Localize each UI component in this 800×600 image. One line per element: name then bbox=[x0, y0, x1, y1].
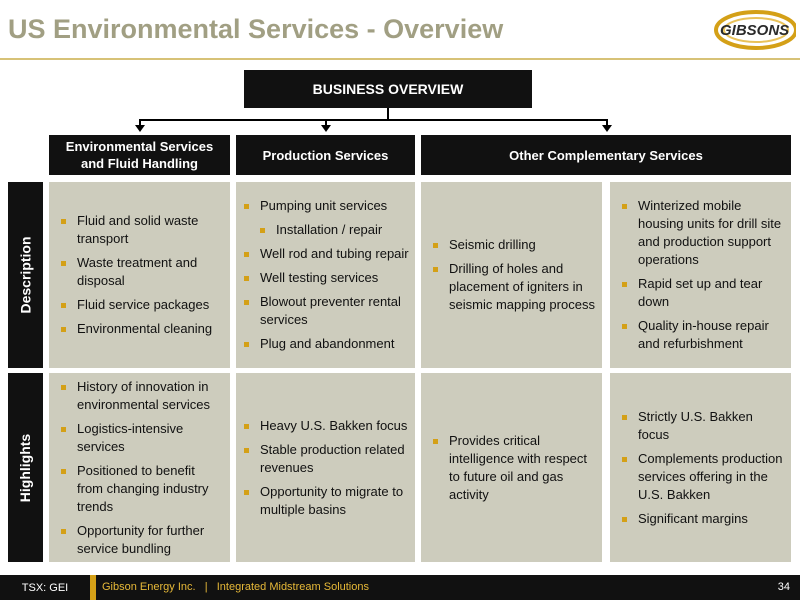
business-overview-label: BUSINESS OVERVIEW bbox=[312, 80, 464, 97]
bullet-list bbox=[49, 212, 230, 338]
bullet-item: Opportunity to migrate to multiple basins bbox=[242, 483, 411, 519]
column-header-production bbox=[236, 135, 415, 175]
description-other-b-cell bbox=[610, 182, 791, 368]
highlights-other-a-cell bbox=[421, 373, 602, 562]
bullet-item: Logistics-intensive services bbox=[59, 420, 224, 456]
highlights-other-b-cell bbox=[610, 373, 791, 562]
bullet-list bbox=[421, 432, 602, 504]
arrow-right-icon bbox=[602, 125, 612, 132]
bullet-item: Pumping unit services bbox=[242, 197, 411, 215]
row-label-text: Highlights bbox=[17, 433, 34, 502]
arrow-middle-icon bbox=[321, 125, 331, 132]
footer-ticker: TSX: GEI bbox=[21, 581, 69, 594]
bullet-item: Fluid service packages bbox=[59, 296, 224, 314]
bullet-item: Positioned to benefit from changing industry trends bbox=[59, 462, 224, 516]
bullet-list bbox=[610, 408, 791, 528]
highlights-environmental-cell bbox=[49, 373, 230, 562]
bullet-item: Strictly U.S. Bakken focus bbox=[620, 408, 785, 444]
description-environmental-cell bbox=[49, 182, 230, 368]
bullet-item: Quality in-house repair and refurbishment bbox=[620, 317, 785, 353]
bullet-item: Fluid and solid waste transport bbox=[59, 212, 224, 248]
row-label-text: Description bbox=[17, 236, 34, 314]
column-header-label: Other Complementary Services bbox=[509, 147, 703, 163]
bullet-item: Drilling of holes and placement of igniters in seismic mapping process bbox=[431, 260, 596, 314]
description-production-cell bbox=[236, 182, 415, 368]
page-number: 34 bbox=[777, 581, 790, 593]
column-header-other bbox=[421, 135, 791, 175]
footer-company: Gibson Energy Inc. | Integrated Midstream Solutions bbox=[102, 581, 369, 593]
bullet-list bbox=[610, 197, 791, 353]
bullet-item: Winterized mobile housing units for drill site and production support operations bbox=[620, 197, 785, 269]
bullet-item: Complements production services offering in the U.S. Bakken bbox=[620, 450, 785, 504]
column-header-label: Environmental Services and Fluid Handling bbox=[65, 139, 214, 171]
footer-bar bbox=[0, 575, 800, 600]
bullet-list bbox=[421, 236, 602, 314]
bullet-item: Well rod and tubing repair bbox=[242, 245, 411, 263]
arrow-left-icon bbox=[135, 125, 145, 132]
connector-bar bbox=[139, 119, 608, 121]
bullet-item: Seismic drilling bbox=[431, 236, 596, 254]
title-divider bbox=[0, 58, 800, 60]
logo-text: GIBSONS bbox=[720, 22, 790, 39]
bullet-list bbox=[49, 378, 230, 558]
page-title: US Environmental Services - Overview bbox=[8, 14, 504, 44]
description-other-a-cell bbox=[421, 182, 602, 368]
bullet-item: Environmental cleaning bbox=[59, 320, 224, 338]
row-label-description bbox=[8, 182, 43, 368]
column-header-environmental bbox=[49, 135, 230, 175]
footer-accent bbox=[90, 575, 96, 600]
bullet-item: Significant margins bbox=[620, 510, 785, 528]
highlights-production-cell bbox=[236, 373, 415, 562]
bullet-item: Opportunity for further service bundling bbox=[59, 522, 224, 558]
bullet-item: Stable production related revenues bbox=[242, 441, 411, 477]
column-header-label: Production Services bbox=[262, 147, 389, 163]
bullet-item: Rapid set up and tear down bbox=[620, 275, 785, 311]
business-overview-box bbox=[244, 70, 532, 108]
bullet-list bbox=[236, 417, 415, 519]
bullet-item: History of innovation in environmental services bbox=[59, 378, 224, 414]
bullet-item: Well testing services bbox=[242, 269, 411, 287]
row-label-highlights bbox=[8, 373, 43, 562]
gibsons-logo bbox=[706, 6, 796, 54]
bullet-item: Waste treatment and disposal bbox=[59, 254, 224, 290]
bullet-item: Provides critical intelligence with respect to future oil and gas activity bbox=[431, 432, 596, 504]
bullet-list bbox=[236, 197, 415, 353]
bullet-item: Heavy U.S. Bakken focus bbox=[242, 417, 411, 435]
bullet-item: Blowout preventer rental services bbox=[242, 293, 411, 329]
bullet-item: Plug and abandonment bbox=[242, 335, 411, 353]
sub-bullet-item: Installation / repair bbox=[242, 221, 411, 239]
